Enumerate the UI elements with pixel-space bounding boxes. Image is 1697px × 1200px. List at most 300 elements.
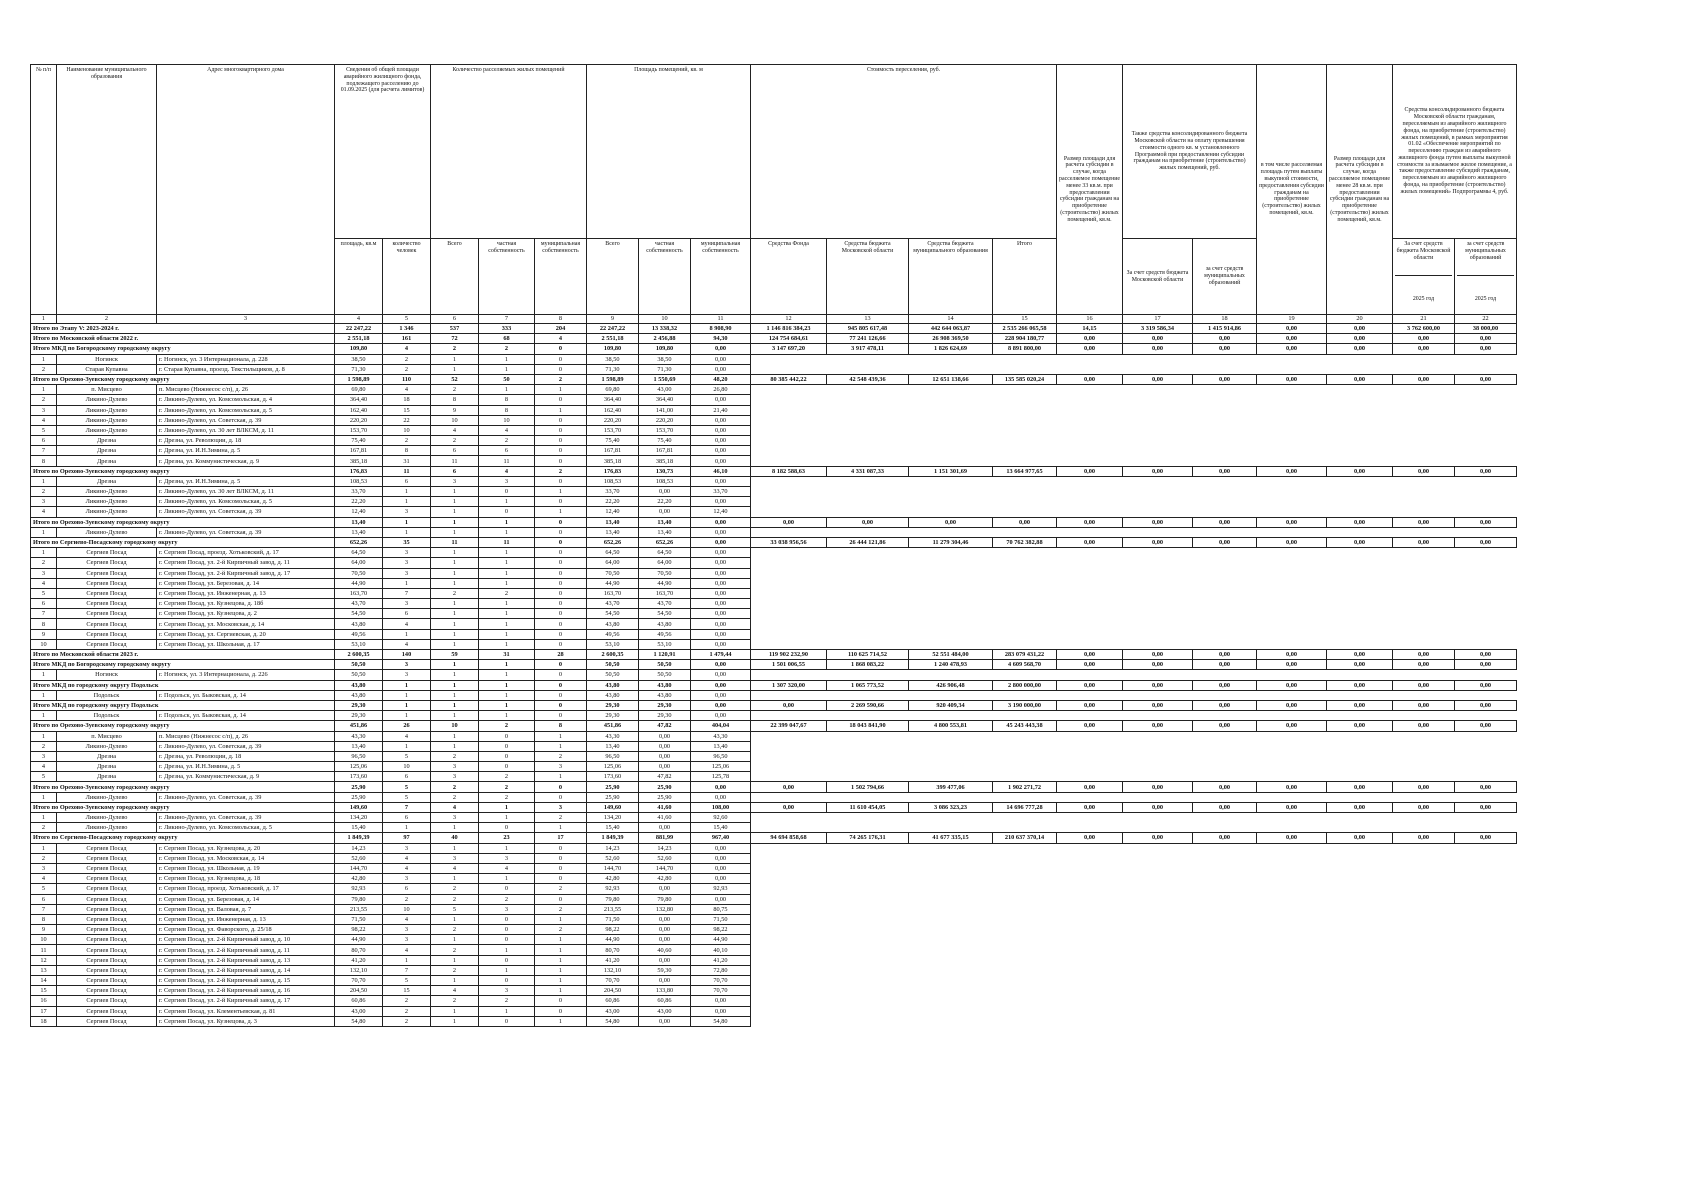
- row-cell: 2: [431, 996, 479, 1006]
- subtotal-cell: 0,00: [1393, 537, 1455, 547]
- row-cell: 3: [383, 935, 431, 945]
- table-row: [31, 935, 1517, 945]
- empty-cell: [1257, 711, 1327, 721]
- subtotal-cell: 14,15: [1057, 324, 1123, 334]
- empty-cell: [827, 558, 909, 568]
- subtotal-cell: 0: [535, 517, 587, 527]
- subtotal-row: [31, 721, 1517, 731]
- empty-cell: [751, 568, 827, 578]
- empty-cell: [1327, 639, 1393, 649]
- row-cell: 54,80: [691, 1016, 751, 1026]
- row-cell: 0: [535, 843, 587, 853]
- row-number: 9: [31, 629, 57, 639]
- subtotal-cell: 3: [535, 802, 587, 812]
- address: г. Ликино-Дулево, ул. 30 лет ВЛКСМ, д. 11: [157, 425, 335, 435]
- empty-cell: [1257, 1016, 1327, 1026]
- empty-cell: [1193, 395, 1257, 405]
- subtotal-cell: 0,00: [1123, 537, 1193, 547]
- empty-cell: [751, 843, 827, 853]
- row-cell: 71,30: [587, 364, 639, 374]
- subtotal-cell: 140: [383, 650, 431, 660]
- subtotal-cell: 945 805 617,48: [827, 324, 909, 334]
- empty-cell: [1327, 986, 1393, 996]
- subtotal-row: [31, 650, 1517, 660]
- subtotal-cell: 1 501 006,55: [751, 660, 827, 670]
- subtotal-cell: 967,40: [691, 833, 751, 843]
- row-cell: 92,60: [691, 813, 751, 823]
- address: г. Сергиев Посад, ул. 2-й Кирпичный завод, д. 13: [157, 955, 335, 965]
- row-cell: 2: [479, 894, 535, 904]
- subtotal-cell: 1 826 624,69: [909, 344, 993, 354]
- row-cell: 53,10: [587, 639, 639, 649]
- empty-cell: [827, 364, 909, 374]
- row-number: 7: [31, 904, 57, 914]
- table-row: [31, 690, 1517, 700]
- empty-cell: [1257, 874, 1327, 884]
- row-cell: 43,30: [587, 731, 639, 741]
- subtotal-cell: 109,80: [335, 344, 383, 354]
- row-cell: 43,70: [335, 599, 383, 609]
- row-cell: 2: [479, 588, 535, 598]
- empty-cell: [1455, 894, 1517, 904]
- empty-cell: [1193, 425, 1257, 435]
- row-cell: 0: [535, 609, 587, 619]
- subtotal-label: Итого по Орехово-Зуевскому городскому округу: [31, 374, 335, 384]
- empty-cell: [1257, 456, 1327, 466]
- address: г. Ликино-Дулево, ул. Комсомольская, д. 5: [157, 405, 335, 415]
- empty-cell: [1123, 446, 1193, 456]
- subtotal-cell: 0,00: [1193, 680, 1257, 690]
- row-cell: 125,06: [587, 762, 639, 772]
- municipality-name: Сергиев Посад: [57, 568, 157, 578]
- empty-cell: [1393, 446, 1455, 456]
- row-cell: 0,00: [691, 354, 751, 364]
- address: г. Ликино-Дулево, ул. Советская, д. 39: [157, 813, 335, 823]
- empty-cell: [1393, 619, 1455, 629]
- subtotal-cell: 0,00: [1455, 517, 1517, 527]
- empty-cell: [1455, 976, 1517, 986]
- empty-cell: [1193, 436, 1257, 446]
- address: г. Дрезна, ул. Революции, д. 18: [157, 751, 335, 761]
- empty-cell: [1257, 986, 1327, 996]
- empty-cell: [909, 395, 993, 405]
- municipality-name: Дрезна: [57, 446, 157, 456]
- empty-cell: [1327, 751, 1393, 761]
- subtotal-cell: 0,00: [1057, 344, 1123, 354]
- empty-cell: [1327, 690, 1393, 700]
- empty-cell: [1193, 823, 1257, 833]
- empty-cell: [1455, 354, 1517, 364]
- empty-cell: [1193, 364, 1257, 374]
- subtotal-cell: 1: [431, 700, 479, 710]
- empty-cell: [1455, 456, 1517, 466]
- empty-cell: [827, 609, 909, 619]
- municipality-name: Ликино-Дулево: [57, 813, 157, 823]
- row-cell: 0,00: [691, 853, 751, 863]
- column-number: 17: [1123, 315, 1193, 324]
- empty-cell: [993, 558, 1057, 568]
- subtotal-row: [31, 660, 1517, 670]
- empty-cell: [1327, 548, 1393, 558]
- empty-cell: [1123, 670, 1193, 680]
- row-number: 3: [31, 405, 57, 415]
- col-municipality-header: Наименование муниципального образования: [57, 65, 157, 315]
- row-cell: 1: [431, 599, 479, 609]
- table-row: [31, 996, 1517, 1006]
- empty-cell: [1193, 405, 1257, 415]
- empty-cell: [1257, 415, 1327, 425]
- row-cell: 0,00: [639, 731, 691, 741]
- municipality-name: Сергиев Посад: [57, 843, 157, 853]
- empty-cell: [827, 446, 909, 456]
- municipality-name: п. Мисцево: [57, 385, 157, 395]
- row-number: 6: [31, 599, 57, 609]
- empty-cell: [1123, 904, 1193, 914]
- empty-cell: [1123, 476, 1193, 486]
- empty-cell: [1393, 558, 1455, 568]
- empty-cell: [751, 588, 827, 598]
- row-number: 3: [31, 751, 57, 761]
- empty-cell: [1455, 497, 1517, 507]
- address: г. Дрезна, ул. И.Н.Зимина, д. 5: [157, 446, 335, 456]
- subtotal-cell: 0,00: [1393, 650, 1455, 660]
- row-cell: 1: [479, 874, 535, 884]
- table-body: [31, 324, 1517, 1027]
- subtotal-cell: 1: [383, 700, 431, 710]
- row-cell: 92,93: [587, 884, 639, 894]
- row-cell: 0,00: [639, 823, 691, 833]
- empty-cell: [1455, 690, 1517, 700]
- empty-cell: [1123, 976, 1193, 986]
- subtotal-cell: 38 000,00: [1455, 324, 1517, 334]
- row-cell: 98,22: [335, 925, 383, 935]
- empty-cell: [1123, 548, 1193, 558]
- empty-cell: [909, 863, 993, 873]
- empty-cell: [1393, 741, 1455, 751]
- empty-cell: [1057, 925, 1123, 935]
- subtotal-cell: 4: [479, 466, 535, 476]
- subtotal-cell: 45 243 443,38: [993, 721, 1057, 731]
- subtotal-cell: 0,00: [1455, 833, 1517, 843]
- row-cell: 54,80: [335, 1016, 383, 1026]
- subtotal-cell: 0,00: [1193, 660, 1257, 670]
- empty-cell: [1257, 364, 1327, 374]
- table-row: [31, 578, 1517, 588]
- subtotal-cell: 40: [431, 833, 479, 843]
- empty-cell: [1057, 843, 1123, 853]
- table-row: [31, 874, 1517, 884]
- empty-cell: [827, 578, 909, 588]
- empty-cell: [751, 364, 827, 374]
- empty-cell: [1257, 548, 1327, 558]
- row-cell: 0: [535, 578, 587, 588]
- empty-cell: [1123, 813, 1193, 823]
- row-cell: 364,40: [639, 395, 691, 405]
- subtotal-cell: 537: [431, 324, 479, 334]
- empty-cell: [1393, 629, 1455, 639]
- empty-cell: [1123, 497, 1193, 507]
- empty-cell: [1455, 588, 1517, 598]
- row-cell: 1: [479, 629, 535, 639]
- empty-cell: [751, 772, 827, 782]
- row-cell: 2: [535, 813, 587, 823]
- empty-cell: [909, 874, 993, 884]
- row-cell: 0,00: [691, 395, 751, 405]
- row-cell: 72,80: [691, 965, 751, 975]
- address: г. Ликино-Дулево, ул. Советская, д. 39: [157, 741, 335, 751]
- row-cell: 1: [535, 986, 587, 996]
- column-number: 1: [31, 315, 57, 324]
- empty-cell: [1257, 599, 1327, 609]
- row-cell: 1: [535, 731, 587, 741]
- subtotal-cell: 0,00: [1193, 374, 1257, 384]
- subtotal-cell: 0,00: [691, 782, 751, 792]
- subtotal-cell: 0,00: [691, 517, 751, 527]
- row-cell: 43,70: [587, 599, 639, 609]
- empty-cell: [1257, 629, 1327, 639]
- empty-cell: [1257, 1006, 1327, 1016]
- empty-cell: [1123, 874, 1193, 884]
- row-cell: 1: [535, 976, 587, 986]
- row-cell: 1: [431, 629, 479, 639]
- empty-cell: [1393, 578, 1455, 588]
- row-cell: 10: [383, 762, 431, 772]
- row-cell: 41,60: [639, 813, 691, 823]
- empty-cell: [1057, 609, 1123, 619]
- empty-cell: [1057, 476, 1123, 486]
- column-number: 9: [587, 315, 639, 324]
- empty-cell: [1257, 578, 1327, 588]
- subtotal-cell: 1 598,89: [587, 374, 639, 384]
- row-cell: 0: [535, 456, 587, 466]
- empty-cell: [1123, 558, 1193, 568]
- empty-cell: [1393, 425, 1455, 435]
- empty-cell: [827, 599, 909, 609]
- subtotal-cell: 0,00: [1393, 374, 1455, 384]
- empty-cell: [1455, 904, 1517, 914]
- row-cell: 2: [383, 1016, 431, 1026]
- address: п. Мисцево (Нижнесос с/п), д. 26: [157, 385, 335, 395]
- subtotal-cell: 8 891 800,00: [993, 344, 1057, 354]
- row-number: 1: [31, 354, 57, 364]
- subtotal-cell: 0,00: [1393, 802, 1455, 812]
- row-cell: 10: [431, 415, 479, 425]
- empty-cell: [827, 904, 909, 914]
- empty-cell: [993, 619, 1057, 629]
- subtotal-cell: 149,60: [335, 802, 383, 812]
- subtotal-row: [31, 324, 1517, 334]
- row-cell: 2: [431, 588, 479, 598]
- empty-cell: [1057, 385, 1123, 395]
- empty-cell: [1455, 772, 1517, 782]
- empty-cell: [993, 976, 1057, 986]
- row-cell: 0: [479, 976, 535, 986]
- table-row: [31, 487, 1517, 497]
- empty-cell: [751, 629, 827, 639]
- empty-cell: [1257, 762, 1327, 772]
- subtotal-cell: 0,00: [1123, 700, 1193, 710]
- subtotal-cell: 25,90: [587, 782, 639, 792]
- row-cell: 1: [535, 945, 587, 955]
- subtotal-cell: 13 338,32: [639, 324, 691, 334]
- row-cell: 3: [431, 476, 479, 486]
- table-row: [31, 436, 1517, 446]
- row-cell: 1: [479, 568, 535, 578]
- empty-cell: [751, 456, 827, 466]
- row-cell: 134,20: [335, 813, 383, 823]
- empty-cell: [909, 741, 993, 751]
- row-cell: 0,00: [639, 487, 691, 497]
- row-cell: 3: [383, 558, 431, 568]
- table-row: [31, 548, 1517, 558]
- empty-cell: [1193, 629, 1257, 639]
- empty-cell: [1057, 914, 1123, 924]
- row-cell: 220,20: [587, 415, 639, 425]
- empty-cell: [1123, 741, 1193, 751]
- row-cell: 1: [479, 813, 535, 823]
- row-number: 8: [31, 619, 57, 629]
- row-cell: 38,50: [587, 354, 639, 364]
- empty-cell: [1193, 792, 1257, 802]
- municipality-name: Сергиев Посад: [57, 874, 157, 884]
- empty-cell: [1393, 711, 1455, 721]
- empty-cell: [993, 904, 1057, 914]
- empty-cell: [909, 996, 993, 1006]
- subtotal-cell: 1 479,44: [691, 650, 751, 660]
- subtotal-cell: 0,00: [751, 517, 827, 527]
- subtotal-cell: 204: [535, 324, 587, 334]
- empty-cell: [1257, 863, 1327, 873]
- row-cell: 53,10: [335, 639, 383, 649]
- empty-cell: [1327, 935, 1393, 945]
- empty-cell: [1193, 955, 1257, 965]
- row-number: 15: [31, 986, 57, 996]
- empty-cell: [1193, 853, 1257, 863]
- row-cell: 3: [431, 853, 479, 863]
- empty-cell: [1057, 976, 1123, 986]
- row-cell: 10: [479, 415, 535, 425]
- subtotal-cell: 0,00: [1123, 517, 1193, 527]
- empty-cell: [993, 853, 1057, 863]
- row-cell: 1: [535, 385, 587, 395]
- municipality-name: Сергиев Посад: [57, 578, 157, 588]
- col-area-header: площадь, кв.м: [335, 239, 383, 315]
- empty-cell: [1257, 751, 1327, 761]
- empty-cell: [1057, 874, 1123, 884]
- empty-cell: [1123, 772, 1193, 782]
- row-cell: 49,56: [587, 629, 639, 639]
- empty-cell: [1327, 711, 1393, 721]
- row-cell: 1: [479, 599, 535, 609]
- empty-cell: [1193, 599, 1257, 609]
- row-cell: 64,00: [335, 558, 383, 568]
- empty-cell: [1327, 568, 1393, 578]
- subtotal-cell: 176,83: [335, 466, 383, 476]
- empty-cell: [1257, 925, 1327, 935]
- subtotal-cell: 0,00: [1257, 537, 1327, 547]
- subtotal-cell: 3 917 478,11: [827, 344, 909, 354]
- empty-cell: [909, 853, 993, 863]
- subtotal-row: [31, 374, 1517, 384]
- subtotal-cell: 0,00: [1257, 660, 1327, 670]
- row-cell: 70,50: [587, 568, 639, 578]
- table-row: [31, 772, 1517, 782]
- empty-cell: [1057, 405, 1123, 415]
- row-cell: 385,18: [639, 456, 691, 466]
- row-number: 17: [31, 1006, 57, 1016]
- subtotal-cell: 333: [479, 324, 535, 334]
- subtotal-cell: 109,80: [587, 344, 639, 354]
- empty-cell: [1393, 853, 1455, 863]
- row-cell: 0: [535, 436, 587, 446]
- subtotal-cell: 23: [479, 833, 535, 843]
- empty-cell: [827, 629, 909, 639]
- empty-cell: [827, 945, 909, 955]
- subtotal-cell: 0,00: [1393, 466, 1455, 476]
- table-row: [31, 446, 1517, 456]
- municipality-name: Подольск: [57, 690, 157, 700]
- row-cell: 0,00: [691, 588, 751, 598]
- subtotal-cell: 2 551,18: [587, 334, 639, 344]
- row-cell: 0: [535, 527, 587, 537]
- row-cell: 0: [479, 741, 535, 751]
- address: г. Сергиев Посад, ул. 2-й Кирпичный завод, д. 14: [157, 965, 335, 975]
- table-row: [31, 415, 1517, 425]
- table-row: [31, 425, 1517, 435]
- row-cell: 8: [383, 446, 431, 456]
- address: г. Дрезна, ул. И.Н.Зимина, д. 5: [157, 762, 335, 772]
- row-cell: 42,80: [335, 874, 383, 884]
- empty-cell: [1257, 395, 1327, 405]
- subtotal-row: [31, 466, 1517, 476]
- row-number: 3: [31, 863, 57, 873]
- subtotal-cell: 0,00: [691, 700, 751, 710]
- row-cell: 0: [535, 619, 587, 629]
- municipality-name: Дрезна: [57, 751, 157, 761]
- empty-cell: [1327, 772, 1393, 782]
- subtotal-cell: 0,00: [1455, 650, 1517, 660]
- row-cell: 1: [431, 711, 479, 721]
- empty-cell: [751, 599, 827, 609]
- table-row: [31, 619, 1517, 629]
- row-number: 1: [31, 670, 57, 680]
- col-20-header: Размер площади для расчета субсидии в случае, когда расселяемое помещение менее 28 кв.м. при предоставлении субсидии гражданам на приобретение (строительство) жилых помещений, кв.м.: [1327, 65, 1393, 315]
- empty-cell: [1327, 904, 1393, 914]
- subtotal-label: Итого по Московской области 2022 г.: [31, 334, 335, 344]
- empty-cell: [1257, 690, 1327, 700]
- municipality-name: Сергиев Посад: [57, 853, 157, 863]
- subtotal-cell: 4: [535, 334, 587, 344]
- subtotal-cell: 13,40: [639, 517, 691, 527]
- row-cell: 108,53: [639, 476, 691, 486]
- empty-cell: [993, 925, 1057, 935]
- row-cell: 3: [383, 599, 431, 609]
- empty-cell: [827, 935, 909, 945]
- subtotal-cell: 0,00: [1123, 650, 1193, 660]
- empty-cell: [1393, 456, 1455, 466]
- subtotal-cell: 0,00: [1455, 802, 1517, 812]
- col-space-private-header: частная собственность: [639, 239, 691, 315]
- row-cell: 0: [479, 884, 535, 894]
- empty-cell: [993, 772, 1057, 782]
- empty-cell: [1057, 527, 1123, 537]
- empty-cell: [1123, 884, 1193, 894]
- row-number: 13: [31, 965, 57, 975]
- empty-cell: [1057, 935, 1123, 945]
- subtotal-row: [31, 782, 1517, 792]
- subtotal-cell: 94,30: [691, 334, 751, 344]
- subtotal-cell: 0,00: [1327, 700, 1393, 710]
